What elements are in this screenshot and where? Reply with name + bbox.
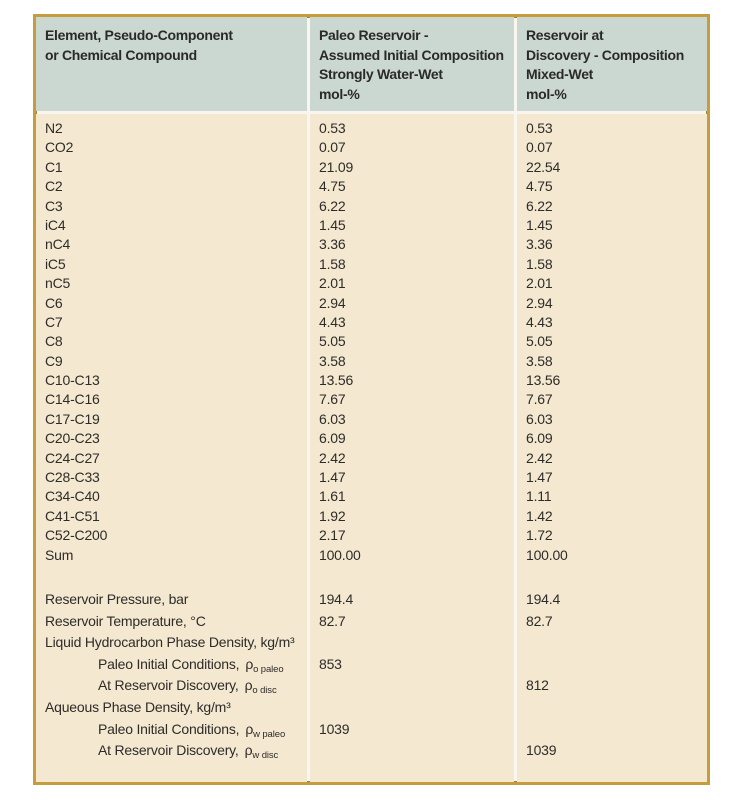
row-label: iC4 xyxy=(45,216,66,233)
discovery-value: 6.22 xyxy=(526,197,553,214)
paleo-value: 1.61 xyxy=(319,488,346,505)
header-line: Discovery - Composition xyxy=(526,46,685,63)
discovery-value: 1039 xyxy=(526,742,557,759)
discovery-value: 1.11 xyxy=(526,488,552,505)
row-label: nC4 xyxy=(45,236,71,253)
row-label: C10-C13 xyxy=(45,372,100,389)
row-label xyxy=(36,719,307,741)
row-label: CO2 xyxy=(45,139,74,156)
paleo-value: 2.94 xyxy=(319,294,346,311)
discovery-value xyxy=(517,654,707,676)
density-symbol-subscript: w disc xyxy=(252,750,279,762)
header-line: mol-% xyxy=(319,85,360,102)
discovery-value: 2.42 xyxy=(526,449,553,466)
paleo-value: 1039 xyxy=(319,720,350,737)
paleo-value: 13.56 xyxy=(319,372,354,389)
paleo-value: 1.45 xyxy=(319,216,346,233)
property-label: At Reservoir Discovery, xyxy=(98,742,239,759)
row-label: C34-C40 xyxy=(45,488,100,505)
density-symbol-rho: ρ xyxy=(245,720,254,737)
paleo-value xyxy=(310,697,514,719)
discovery-value: 7.67 xyxy=(526,391,553,408)
discovery-value: 100.00 xyxy=(526,546,568,563)
header-line: Assumed Initial Composition xyxy=(319,46,504,63)
row-label xyxy=(36,675,307,697)
column-component-labels xyxy=(36,114,307,782)
header-line: Element, Pseudo-Component xyxy=(45,27,233,43)
property-label: Aqueous Phase Density, kg/m³ xyxy=(45,698,231,715)
discovery-value: 4.43 xyxy=(526,313,553,330)
row-label: C9 xyxy=(45,352,63,369)
discovery-value: 6.09 xyxy=(526,430,553,447)
paleo-value: 4.75 xyxy=(319,178,346,195)
paleo-value: 3.58 xyxy=(319,352,346,369)
row-label xyxy=(36,697,307,719)
row-label xyxy=(36,654,307,676)
paleo-value xyxy=(310,740,514,762)
header-line: Paleo Reservoir - xyxy=(319,27,429,43)
section-spacer xyxy=(310,565,514,589)
row-label: C24-C27 xyxy=(45,449,100,466)
discovery-value: 22.54 xyxy=(526,158,561,175)
paleo-value: 194.4 xyxy=(319,590,354,607)
paleo-value: 4.43 xyxy=(319,313,346,330)
property-label: Reservoir Temperature, °C xyxy=(45,612,206,629)
paleo-value: 6.09 xyxy=(319,430,346,447)
discovery-value: 194.4 xyxy=(526,590,561,607)
row-label: iC5 xyxy=(45,255,66,272)
discovery-value: 0.07 xyxy=(526,139,553,156)
discovery-value: 82.7 xyxy=(526,612,553,629)
property-label: Paleo Initial Conditions, xyxy=(98,655,240,672)
header-paleo-reservoir-column xyxy=(310,17,514,111)
column-discovery-values xyxy=(517,114,707,782)
section-spacer xyxy=(36,565,307,589)
discovery-value: 2.01 xyxy=(526,275,553,292)
paleo-value: 6.22 xyxy=(319,197,346,214)
discovery-value: 1.58 xyxy=(526,255,553,272)
discovery-value xyxy=(517,697,707,719)
discovery-value: 6.03 xyxy=(526,410,553,427)
header-reservoir-at-discovery-column xyxy=(517,17,707,111)
discovery-value: 1.47 xyxy=(526,469,553,486)
discovery-value: 1.42 xyxy=(526,507,553,524)
discovery-value: 3.36 xyxy=(526,236,553,253)
discovery-value xyxy=(517,632,707,654)
paleo-value xyxy=(310,632,514,654)
paleo-value: 1.92 xyxy=(319,507,346,524)
row-label: C1 xyxy=(45,158,63,175)
row-label: C14-C16 xyxy=(45,391,100,408)
header-line: mol-% xyxy=(526,85,567,102)
paleo-value: 2.17 xyxy=(319,527,346,544)
row-label: C7 xyxy=(45,313,63,330)
row-label xyxy=(36,611,307,633)
discovery-value: 1.45 xyxy=(526,216,553,233)
row-label xyxy=(36,740,307,762)
density-symbol-rho: ρ xyxy=(245,655,254,672)
discovery-value: 3.58 xyxy=(526,352,553,369)
paleo-value: 2.42 xyxy=(319,449,346,466)
row-label: nC5 xyxy=(45,275,71,292)
density-symbol-subscript: o paleo xyxy=(253,663,284,675)
row-label: Sum xyxy=(45,546,74,563)
paleo-value: 853 xyxy=(319,655,342,672)
section-spacer xyxy=(517,565,707,589)
header-line: Reservoir at xyxy=(526,27,604,43)
density-symbol-subscript: w paleo xyxy=(253,728,286,740)
row-label: C3 xyxy=(45,197,63,214)
header-line: Mixed-Wet xyxy=(526,66,594,82)
density-symbol-rho: ρ xyxy=(244,677,253,694)
header-line: or Chemical Compound xyxy=(45,46,197,63)
paleo-value: 82.7 xyxy=(319,612,346,629)
header-element-column xyxy=(36,17,307,111)
discovery-value: 13.56 xyxy=(526,372,561,389)
paleo-value: 0.53 xyxy=(319,120,346,136)
header-line: Strongly Water-Wet xyxy=(319,66,443,82)
row-label xyxy=(36,632,307,654)
row-label: C8 xyxy=(45,333,63,350)
property-label: Paleo Initial Conditions, xyxy=(98,720,240,737)
discovery-value: 812 xyxy=(526,677,549,694)
row-label: N2 xyxy=(45,120,63,136)
row-label: C41-C51 xyxy=(45,507,100,524)
discovery-value: 5.05 xyxy=(526,333,553,350)
row-label: C20-C23 xyxy=(45,430,100,447)
paleo-value: 6.03 xyxy=(319,410,346,427)
discovery-value: 0.53 xyxy=(526,120,553,136)
paleo-value: 21.09 xyxy=(319,158,354,175)
reservoir-composition-table xyxy=(33,14,710,785)
density-symbol-subscript: o disc xyxy=(252,685,277,697)
discovery-value xyxy=(517,719,707,741)
row-label: C28-C33 xyxy=(45,469,100,486)
row-label: C2 xyxy=(45,178,63,195)
property-label: Reservoir Pressure, bar xyxy=(45,590,189,607)
paleo-value: 5.05 xyxy=(319,333,346,350)
paleo-value: 7.67 xyxy=(319,391,346,408)
column-paleo-values xyxy=(310,114,514,782)
paleo-value: 2.01 xyxy=(319,275,346,292)
paleo-value: 1.58 xyxy=(319,255,346,272)
paleo-value xyxy=(310,675,514,697)
row-label: C52-C200 xyxy=(45,527,108,544)
property-label: Liquid Hydrocarbon Phase Density, kg/m³ xyxy=(45,634,295,651)
discovery-value: 4.75 xyxy=(526,178,553,195)
row-label: C17-C19 xyxy=(45,410,100,427)
density-symbol-rho: ρ xyxy=(244,742,253,759)
discovery-value: 2.94 xyxy=(526,294,553,311)
paleo-value: 0.07 xyxy=(319,139,346,156)
discovery-value: 1.72 xyxy=(526,527,553,544)
row-label: C6 xyxy=(45,294,63,311)
paleo-value: 100.00 xyxy=(319,546,361,563)
property-label: At Reservoir Discovery, xyxy=(98,677,239,694)
row-label xyxy=(36,589,307,611)
paleo-value: 1.47 xyxy=(319,469,346,486)
paleo-value: 3.36 xyxy=(319,236,346,253)
